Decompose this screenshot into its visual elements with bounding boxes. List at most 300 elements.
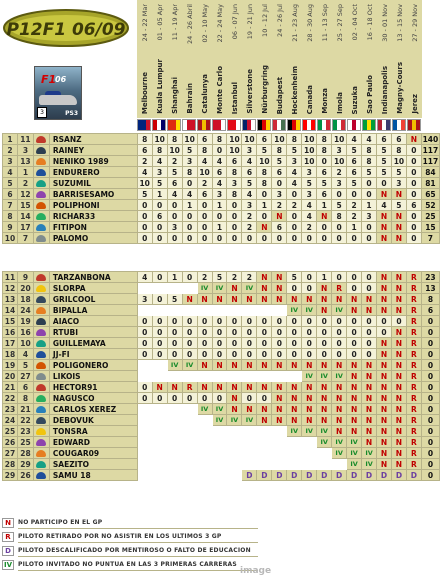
result-cell: N [377, 360, 392, 371]
result-cell: N [377, 371, 392, 382]
result-cell: N [257, 272, 272, 283]
result-cell: 10 [332, 134, 347, 145]
result-cell: 1 [317, 272, 332, 283]
result-cell: N [317, 294, 332, 305]
result-cell [137, 426, 152, 437]
result-cell: 0 [406, 189, 421, 200]
helmet-icon [33, 426, 49, 437]
race-header-0 [137, 0, 153, 118]
result-cell: 0 [332, 272, 347, 283]
result-cell: 0 [152, 338, 167, 349]
position-cell: 12 [3, 283, 18, 294]
result-cell: 10 [257, 156, 272, 167]
result-cell: N [391, 211, 406, 222]
result-cell: IV [302, 305, 317, 316]
result-cell: N [391, 222, 406, 233]
race-header-6 [227, 0, 243, 118]
cover-sub: 06 [55, 75, 67, 84]
result-cell: IV [242, 415, 257, 426]
result-cell: N [332, 415, 347, 426]
helmet-icon [33, 178, 49, 189]
result-cell: N [272, 382, 287, 393]
result-cell: 0 [302, 338, 317, 349]
result-cell: 5 [257, 145, 272, 156]
result-cell: N [391, 448, 406, 459]
position-cell: 4 [3, 167, 18, 178]
result-cell: N [257, 382, 272, 393]
race-name: Imola [336, 92, 344, 114]
result-cell: N [317, 211, 332, 222]
helmet-shape [36, 373, 46, 380]
helmet-shape [36, 213, 46, 220]
championship-title: P12F1 06/09 [6, 20, 126, 40]
result-cell: 4 [137, 272, 152, 283]
result-cell [137, 470, 152, 481]
result-cell [272, 305, 287, 316]
result-cell: R [332, 283, 347, 294]
position-cell: 13 [3, 294, 18, 305]
result-cell: 0 [406, 222, 421, 233]
driver-name-cell: RSANZ [49, 134, 137, 145]
result-cell: 0 [391, 316, 406, 327]
position-cell: 5 [3, 178, 18, 189]
result-cell: 6 [257, 134, 272, 145]
result-cell: N [242, 382, 257, 393]
total-points-cell: 0 [421, 360, 439, 371]
result-cell: N [272, 294, 287, 305]
result-cell [152, 437, 167, 448]
result-cell: 3 [362, 211, 377, 222]
result-cell: 0 [362, 349, 377, 360]
total-points-cell: 0 [421, 470, 439, 481]
helmet-shape [36, 395, 46, 402]
result-cell: 0 [302, 327, 317, 338]
position-cell: 16 [3, 327, 18, 338]
result-cell [137, 404, 152, 415]
total-points-cell: 0 [421, 382, 439, 393]
result-cell: 4 [242, 156, 257, 167]
helmet-shape [36, 417, 46, 424]
result-cell: N [391, 360, 406, 371]
result-cell: 0 [182, 316, 197, 327]
result-cell: 0 [332, 338, 347, 349]
result-cell: N [272, 404, 287, 415]
result-cell: N [391, 305, 406, 316]
table-row [3, 211, 440, 222]
result-cell: 0 [137, 393, 152, 404]
result-cell: 6 [317, 167, 332, 178]
table-row [3, 415, 440, 426]
result-cell: 0 [287, 222, 302, 233]
result-cell: N [272, 393, 287, 404]
result-cell: N [302, 404, 317, 415]
result-cell: N [272, 283, 287, 294]
result-cell: 0 [362, 316, 377, 327]
result-cell: IV [332, 305, 347, 316]
result-cell: 1 [182, 200, 197, 211]
race-name: Catalunya [201, 74, 209, 114]
race-name: Istanbul [231, 81, 239, 114]
result-cell: 0 [317, 316, 332, 327]
result-cell [152, 305, 167, 316]
car-number-cell: 15 [17, 200, 33, 211]
result-cell: N [391, 338, 406, 349]
result-cell: 8 [391, 145, 406, 156]
result-cell: N [227, 360, 242, 371]
table-row [3, 200, 440, 211]
result-cell [317, 448, 332, 459]
result-cell: 6 [347, 167, 362, 178]
position-cell: 3 [3, 156, 18, 167]
result-cell: N [391, 283, 406, 294]
result-cell: D [242, 470, 257, 481]
result-cell: R [406, 283, 421, 294]
result-cell [242, 448, 257, 459]
result-cell [167, 415, 182, 426]
result-cell: N [302, 415, 317, 426]
result-cell: 4 [376, 200, 391, 211]
race-header-13 [332, 0, 348, 118]
car-number-cell: 20 [17, 283, 33, 294]
driver-name-cell: FITIPON [49, 222, 137, 233]
platform-label: PS3 [65, 110, 78, 117]
driver-name-cell: ENDURERO [49, 167, 137, 178]
result-cell [242, 426, 257, 437]
result-cell [272, 371, 287, 382]
result-cell [137, 437, 152, 448]
total-points-cell: 8 [421, 294, 439, 305]
race-date: 01 - 05 Apr [156, 4, 164, 41]
position-cell: 19 [3, 360, 18, 371]
result-cell: R [406, 415, 421, 426]
result-cell: 8 [227, 189, 242, 200]
country-flag-icon [227, 119, 241, 131]
result-cell: 3 [287, 156, 302, 167]
helmet-icon [33, 134, 49, 145]
result-cell: 0 [406, 145, 421, 156]
result-cell: 8 [362, 156, 377, 167]
result-cell: 5 [272, 156, 287, 167]
country-flag-icon [332, 119, 346, 131]
result-cell [182, 470, 197, 481]
result-cell [137, 305, 152, 316]
car-number-cell: 9 [17, 272, 33, 283]
result-cell [242, 305, 257, 316]
result-cell [227, 470, 242, 481]
result-cell: 0 [406, 211, 421, 222]
position-cell: 6 [3, 189, 18, 200]
total-points-cell: 84 [421, 167, 439, 178]
result-cell [182, 437, 197, 448]
legend-text: PILOTO INVITADO NO PUNTUA EN LAS 3 PRIMERAS CARRERAS [18, 561, 237, 568]
total-points-cell: 0 [421, 327, 439, 338]
result-cell: IV [317, 437, 332, 448]
result-cell [272, 459, 287, 470]
helmet-icon [33, 349, 49, 360]
race-date: 02 - 10 May [201, 4, 209, 43]
car-number-cell: 1 [17, 167, 33, 178]
result-cell: 0 [302, 349, 317, 360]
result-cell: D [302, 470, 317, 481]
result-cell: N [377, 459, 392, 470]
result-cell: 0 [317, 233, 332, 244]
result-cell: 0 [167, 316, 182, 327]
result-cell: 0 [152, 200, 167, 211]
result-cell: 4 [302, 200, 317, 211]
result-cell: 0 [257, 189, 272, 200]
result-cell: 6 [272, 222, 287, 233]
position-cell: 15 [3, 316, 18, 327]
result-cell: IV [362, 448, 377, 459]
result-cell: 2 [137, 156, 152, 167]
total-points-cell: 117 [422, 145, 439, 155]
result-cell: N [377, 272, 392, 283]
race-header-12 [317, 0, 333, 118]
race-date: 13 - 15 Nov [396, 4, 404, 42]
position-cell: 24 [3, 415, 18, 426]
result-cell: IV [287, 305, 302, 316]
helmet-shape [36, 340, 46, 347]
total-points-cell: 0 [421, 393, 439, 404]
result-cell: IV [302, 426, 317, 437]
race-date: 16 - 18 Oct [366, 4, 374, 41]
result-cell [167, 404, 182, 415]
result-cell [167, 437, 182, 448]
result-cell: 8 [362, 145, 377, 156]
result-cell: 5 [376, 145, 391, 156]
result-cell: 8 [167, 134, 182, 145]
result-cell: IV [317, 426, 332, 437]
result-cell: 0 [377, 316, 392, 327]
result-cell: 2 [167, 156, 182, 167]
result-cell: D [272, 470, 287, 481]
result-cell [137, 360, 152, 371]
country-flag-icon [152, 119, 166, 131]
result-cell [317, 459, 332, 470]
result-cell: 1 [347, 222, 362, 233]
result-cell: 0 [332, 349, 347, 360]
result-cell: R [182, 382, 197, 393]
country-flag-icon [257, 119, 271, 131]
result-cell: 6 [197, 134, 212, 145]
table-row [3, 360, 440, 371]
total-points-cell: 0 [421, 404, 439, 415]
result-cell: 0 [197, 338, 212, 349]
result-cell [212, 448, 227, 459]
helmet-shape [36, 351, 46, 358]
result-cell: 0 [332, 233, 347, 244]
race-header-5 [212, 0, 228, 118]
result-cell [287, 371, 302, 382]
result-cell: N [287, 294, 302, 305]
result-cell [197, 371, 212, 382]
table-row [3, 316, 440, 327]
result-cell: 5 [167, 167, 182, 178]
result-cell [242, 459, 257, 470]
result-cell: 0 [406, 167, 421, 178]
result-cell [197, 459, 212, 470]
result-cell: 0 [167, 327, 182, 338]
race-name: Bahrain [186, 83, 194, 114]
result-cell: 0 [197, 393, 212, 404]
position-cell: 2 [3, 145, 18, 156]
result-cell: N [377, 448, 392, 459]
result-cell: 0 [362, 189, 377, 200]
result-cell [152, 360, 167, 371]
country-flag-icon [407, 119, 421, 131]
helmet-shape [36, 307, 46, 314]
result-cell [167, 371, 182, 382]
result-cell: R [406, 349, 421, 360]
race-name: Canada [306, 84, 314, 114]
result-cell: 6 [406, 200, 421, 211]
result-cell: 5 [332, 200, 347, 211]
helmet-shape [36, 180, 46, 187]
result-cell: 8 [212, 134, 227, 145]
result-cell: 0 [137, 338, 152, 349]
result-cell: IV [182, 360, 197, 371]
result-cell [152, 426, 167, 437]
helmet-shape [36, 318, 46, 325]
result-cell: 6 [197, 189, 212, 200]
result-cell: R [406, 294, 421, 305]
country-flag-icon [302, 119, 316, 131]
result-cell: 0 [287, 189, 302, 200]
result-cell: N [377, 349, 392, 360]
result-cell: 2 [197, 272, 212, 283]
result-cell: 3 [242, 145, 257, 156]
helmet-icon [33, 393, 49, 404]
result-cell [257, 426, 272, 437]
race-header-15 [362, 0, 378, 118]
result-cell [197, 470, 212, 481]
result-cell: N [406, 134, 421, 145]
total-points-cell: 117 [422, 156, 439, 166]
result-cell: 2 [272, 200, 287, 211]
result-cell: N [302, 393, 317, 404]
table-row [3, 178, 440, 189]
result-cell: 10 [152, 134, 167, 145]
result-cell: 6 [242, 167, 257, 178]
helmet-shape [36, 384, 46, 391]
result-cell [167, 470, 182, 481]
result-cell: N [362, 415, 377, 426]
result-cell: 0 [197, 349, 212, 360]
result-cell: 6 [347, 156, 362, 167]
result-cell: 0 [272, 338, 287, 349]
race-name: Budapest [276, 76, 284, 114]
result-cell: N [376, 222, 391, 233]
result-cell: 0 [287, 283, 302, 294]
result-cell: IV [167, 360, 182, 371]
result-cell [272, 426, 287, 437]
legend-code: R [2, 532, 14, 542]
result-cell [257, 459, 272, 470]
result-cell: 0 [257, 233, 272, 244]
helmet-icon [33, 200, 49, 211]
result-cell: 1 [257, 200, 272, 211]
race-date: 30 - 01 Nov [381, 4, 389, 42]
car-number-cell: 14 [17, 211, 33, 222]
result-cell: IV [347, 448, 362, 459]
result-cell: N [391, 189, 406, 200]
country-flag-icon [377, 119, 391, 131]
result-cell: IV [332, 371, 347, 382]
result-cell [227, 437, 242, 448]
result-cell: 10 [272, 134, 287, 145]
result-cell: 1 [362, 200, 377, 211]
result-cell: IV [302, 371, 317, 382]
race-name: Melbourne [141, 71, 149, 114]
table-row [3, 338, 440, 349]
result-cell: 5 [391, 167, 406, 178]
race-header-17 [392, 0, 408, 118]
result-cell: 5 [287, 145, 302, 156]
race-date: 11 - 19 Apr [171, 4, 179, 41]
car-number-cell: 24 [17, 305, 33, 316]
total-points-cell: 0 [421, 426, 439, 437]
result-cell: 2 [242, 211, 257, 222]
race-date: 21 - 23 Aug [291, 4, 299, 42]
helmet-icon [33, 305, 49, 316]
result-cell [167, 448, 182, 459]
result-cell: 3 [242, 200, 257, 211]
car-number-cell: 6 [17, 382, 33, 393]
result-cell: N [377, 338, 392, 349]
result-cell: 0 [182, 272, 197, 283]
result-cell: N [347, 426, 362, 437]
result-cell: 4 [212, 156, 227, 167]
result-cell: 0 [152, 222, 167, 233]
result-cell: 3 [212, 189, 227, 200]
driver-name-cell: EDWARD [49, 437, 137, 448]
result-cell: N [376, 211, 391, 222]
race-header-16 [377, 0, 393, 118]
total-points-cell: 7 [421, 233, 439, 244]
helmet-shape [36, 169, 46, 176]
result-cell: IV [332, 448, 347, 459]
result-cell: 0 [242, 338, 257, 349]
result-cell: N [257, 283, 272, 294]
table-row [3, 448, 440, 459]
championship-logo [2, 8, 130, 48]
result-cell: N [302, 294, 317, 305]
table-row [3, 371, 440, 382]
result-cell: 0 [302, 272, 317, 283]
car-number-cell: 27 [17, 371, 33, 382]
result-cell: N [347, 305, 362, 316]
driver-name-cell: SUZUMIL [49, 178, 137, 189]
result-cell: R [406, 459, 421, 470]
result-cell [167, 426, 182, 437]
result-cell: N [376, 233, 391, 244]
result-cell: 0 [257, 327, 272, 338]
result-cell: N [257, 360, 272, 371]
driver-name-cell: DEBOVUK [49, 415, 137, 426]
result-cell: 5 [167, 294, 182, 305]
result-cell: D [287, 470, 302, 481]
driver-name-cell: TARZANBONA [49, 272, 137, 283]
result-cell: N [317, 415, 332, 426]
result-cell: 0 [376, 178, 391, 189]
result-cell [137, 371, 152, 382]
helmet-icon [33, 283, 49, 294]
table-row [3, 294, 440, 305]
race-name: Hockenheim [291, 65, 299, 114]
helmet-icon [33, 272, 49, 283]
result-cell: 0 [137, 211, 152, 222]
table-row [3, 437, 440, 448]
